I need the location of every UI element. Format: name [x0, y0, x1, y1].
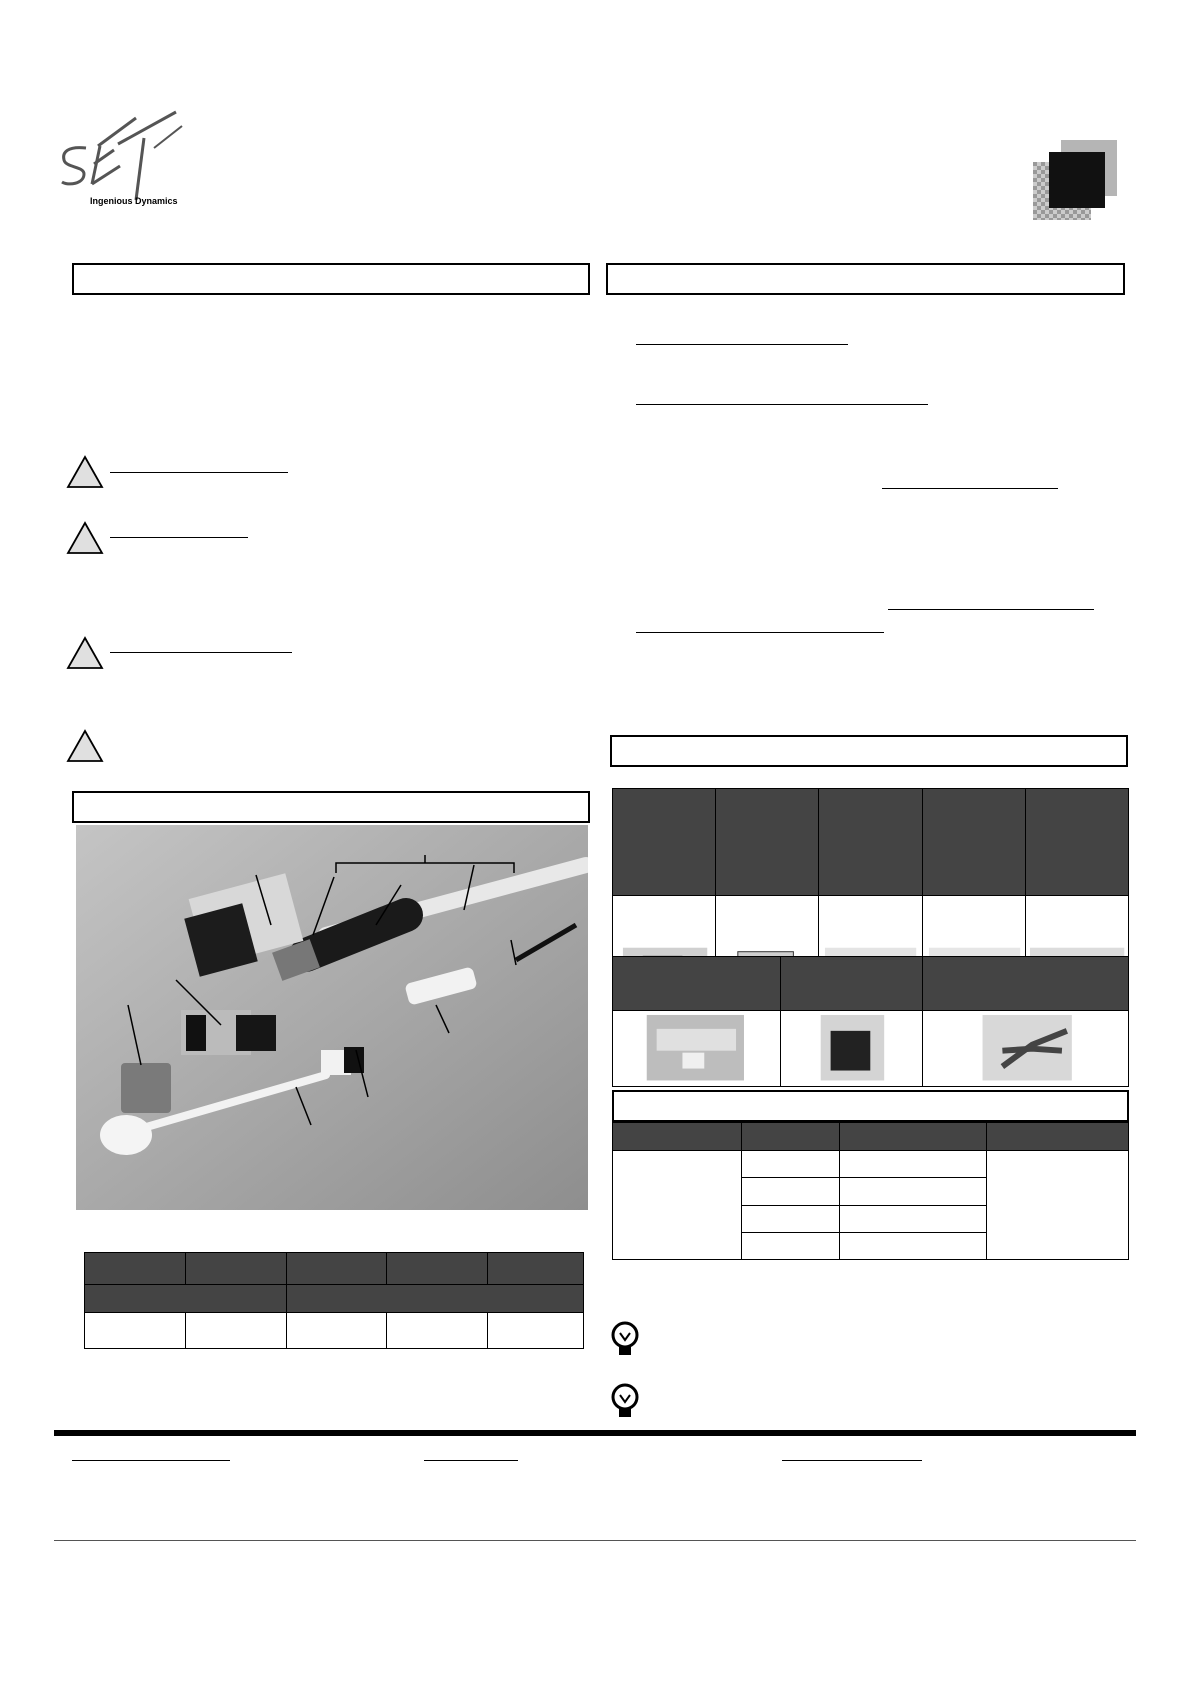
text-underline [888, 609, 1094, 610]
warning-title-underline [110, 652, 292, 653]
section-heading-components [72, 791, 590, 823]
text-underline [636, 632, 884, 633]
logo [58, 108, 198, 213]
table-cell [286, 1313, 387, 1349]
spec-cell [839, 1205, 987, 1232]
warning-icon [66, 455, 104, 489]
warning-title-underline [110, 537, 248, 538]
table-cell [488, 1313, 584, 1349]
table-header-cell [85, 1253, 186, 1285]
section-heading-specs [612, 1090, 1129, 1122]
warning-icon [66, 521, 104, 555]
section-heading-right-top [606, 263, 1125, 295]
section-heading-tools [610, 735, 1128, 767]
assembly-fixture-photo [613, 1011, 781, 1087]
text-underline [882, 488, 1058, 489]
lightbulb-icon [608, 1382, 642, 1422]
connector-kit-photo [76, 825, 588, 1210]
spec-cell [741, 1151, 839, 1178]
footer-rule-thick [54, 1430, 1136, 1436]
tool-header-cell [716, 789, 819, 896]
warning-icon [66, 729, 104, 763]
brand-tagline: Ingenious Dynamics [90, 196, 178, 206]
lightbulb-icon [608, 1320, 642, 1360]
footer-rule-thin [54, 1540, 1136, 1541]
spec-cell [839, 1151, 987, 1178]
spec-cell [987, 1151, 1129, 1260]
spec-cell [741, 1232, 839, 1259]
table-cell [85, 1313, 186, 1349]
table-cell [387, 1313, 488, 1349]
text-underline [636, 404, 928, 405]
cutter-photo [922, 1011, 1128, 1087]
tool-header-cell [819, 789, 922, 896]
table-header-cell [387, 1253, 488, 1285]
section-heading-left-top [72, 263, 590, 295]
text-underline [636, 344, 848, 345]
tools-table-lower [612, 956, 1129, 1087]
table-header-cell [286, 1285, 583, 1313]
spec-cell [839, 1178, 987, 1205]
footer-underline [424, 1460, 518, 1461]
footer-underline [782, 1460, 922, 1461]
table-header-cell [85, 1285, 287, 1313]
spec-cell [741, 1205, 839, 1232]
spec-header-cell [741, 1123, 839, 1151]
tool-header-cell [613, 789, 716, 896]
tool-header-cell [780, 957, 922, 1011]
spec-header-cell [839, 1123, 987, 1151]
spec-cell [613, 1151, 742, 1260]
tool-header-cell [613, 957, 781, 1011]
tool-header-cell [1025, 789, 1128, 896]
spec-cell [741, 1178, 839, 1205]
spec-table [612, 1122, 1129, 1260]
table-header-cell [185, 1253, 286, 1285]
crimp-tool-photo [780, 1011, 922, 1087]
spec-header-cell [613, 1123, 742, 1151]
tool-header-cell [922, 789, 1025, 896]
spec-cell [839, 1232, 987, 1259]
table-header-cell [286, 1253, 387, 1285]
table-cell [185, 1313, 286, 1349]
footer-underline [72, 1460, 230, 1461]
spec-header-cell [987, 1123, 1129, 1151]
corner-graphic [1033, 138, 1123, 223]
warning-title-underline [110, 472, 288, 473]
table-header-cell [488, 1253, 584, 1285]
tool-header-cell [922, 957, 1128, 1011]
parts-table [84, 1252, 584, 1349]
warning-icon [66, 636, 104, 670]
